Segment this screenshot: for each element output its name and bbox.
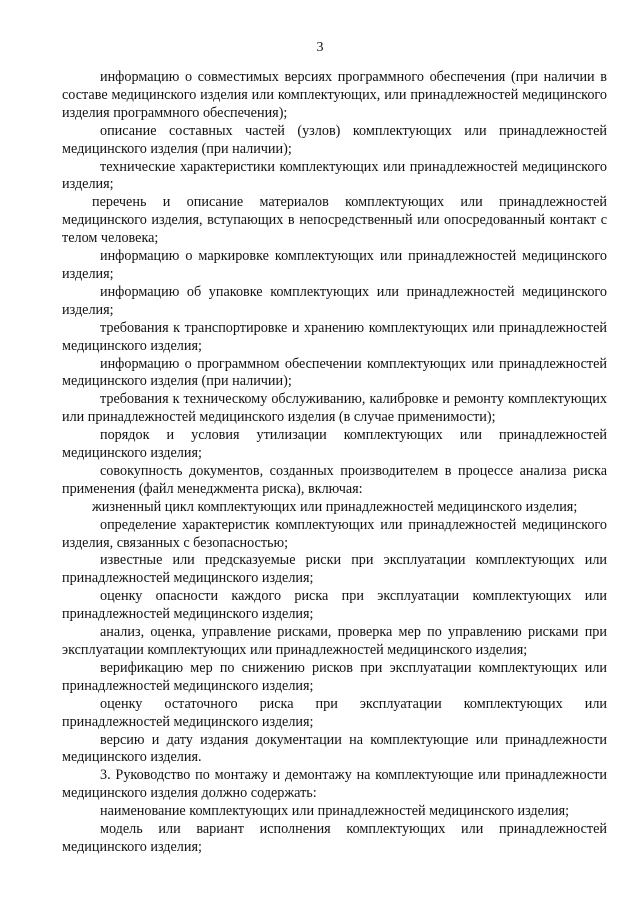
paragraph: определение характеристик комплектующих или принадлежностей медицинского изделия, связанных с безопасностью;	[62, 516, 607, 551]
paragraph: требования к транспортировке и хранению комплектующих или принадлежностей медицинского изделия;	[62, 319, 607, 354]
paragraph: информацию о маркировке комплектующих или принадлежностей медицинского изделия;	[62, 248, 607, 282]
paragraph: оценку опасности каждого риска при эксплуатации комплектующих или принадлежностей медицинского изделия;	[62, 588, 607, 623]
paragraph: требования к техническому обслуживанию, калибровке и ремонту комплектующих или принадлежностей медицинского изделия (в случае применимости);	[62, 391, 607, 426]
paragraph: перечень и описание материалов комплектующих или принадлежностей медицинского изделия, вступающих в непосредственный или опосредованный контакт с телом человека;	[62, 194, 607, 247]
paragraph: жизненный цикл комплектующих или принадлежностей медицинского изделия;	[92, 498, 578, 515]
paragraph: информацию о совместимых версиях программного обеспечения (при наличии в составе медицинского изделия или комплектующих, или принадлежностей медицинского изделия программного обеспечения);	[62, 69, 607, 121]
paragraph: совокупность документов, созданных производителем в процессе анализа риска применения (файл менеджмента риска), включая:	[62, 462, 607, 497]
paragraph: информацию о программном обеспечении комплектующих или принадлежностей медицинского изделия (при наличии);	[62, 355, 607, 390]
paragraph: порядок и условия утилизации комплектующих или принадлежностей медицинского изделия;	[62, 427, 607, 462]
page-number: 3	[316, 40, 324, 55]
paragraph: описание составных частей (узлов) комплектующих или принадлежностей медицинского изделия (при наличии);	[62, 122, 607, 157]
paragraph: верификацию мер по снижению рисков при эксплуатации комплектующих или принадлежностей медицинского изделия;	[62, 659, 607, 694]
document-body	[62, 69, 607, 857]
paragraph: наименование комплектующих или принадлежностей медицинского изделия;	[100, 803, 570, 820]
section-heading: 3. Руководство по монтажу и демонтажу на комплектующие или принадлежности медицинского изделия должно содержать:	[62, 767, 607, 802]
paragraph: технические характеристики комплектующих или принадлежностей медицинского изделия;	[62, 158, 607, 193]
paragraph: анализ, оценка, управление рисками, проверка мер по управлению рисками при эксплуатации комплектующих или принадлежностей медицинского изделия;	[62, 624, 607, 658]
paragraph: известные или предсказуемые риски при эксплуатации комплектующих или принадлежностей медицинского изделия;	[62, 552, 607, 587]
paragraph: оценку остаточного риска при эксплуатации комплектующих или принадлежностей медицинского изделия;	[62, 695, 607, 730]
paragraph: информацию об упаковке комплектующих или принадлежностей медицинского изделия;	[62, 283, 607, 318]
paragraph: модель или вариант исполнения комплектующих или принадлежностей медицинского изделия;	[62, 821, 607, 855]
paragraph: версию и дату издания документации на комплектующие или принадлежности медицинского изделия.	[62, 731, 607, 766]
